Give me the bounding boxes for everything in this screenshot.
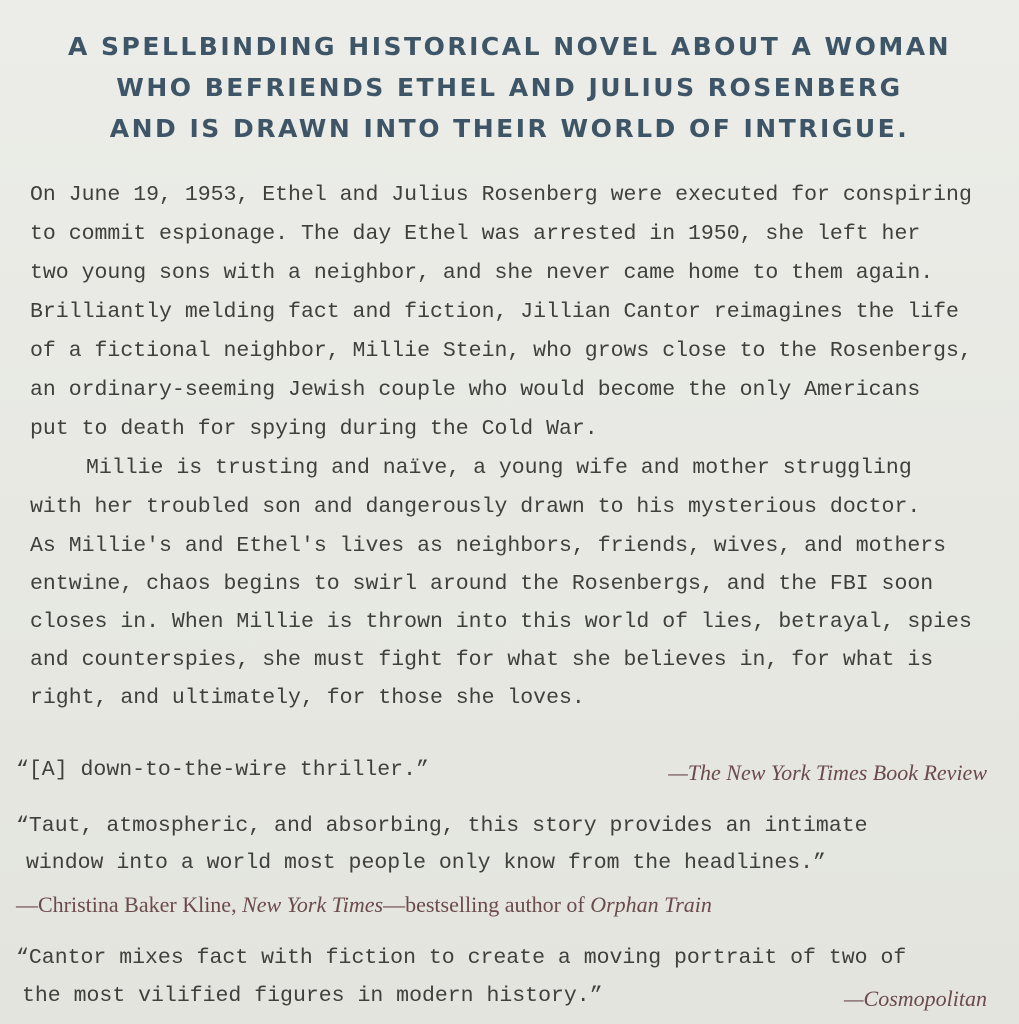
quote1-text: “[A] down-to-the-wire thriller.” (16, 758, 429, 782)
paragraph2-line: Millie is trusting and naïve, a young wife and mother struggling (86, 456, 912, 480)
headline-line-3: AND IS DRAWN INTO THEIR WORLD OF INTRIGUE. (109, 114, 910, 143)
quote2-line: window into a world most people only know from the headlines.” (26, 851, 826, 875)
quote2-attr-name: —Christina Baker Kline, (16, 892, 237, 917)
paragraph1-line: of a fictional neighbor, Millie Stein, who grows close to the Rosenbergs, (30, 339, 972, 363)
paragraph2-line: closes in. When Millie is thrown into this world of lies, betrayal, spies (30, 610, 972, 634)
headline-line-2: WHO BEFRIENDS ETHEL AND JULIUS ROSENBERG (116, 73, 903, 102)
paragraph2-line: and counterspies, she must fight for what she believes in, for what is (30, 648, 934, 672)
paragraph1-line: two young sons with a neighbor, and she never came home to them again. (30, 261, 934, 285)
paragraph1-line: On June 19, 1953, Ethel and Julius Rosenberg were executed for conspiring (30, 183, 972, 207)
quote2-attr-publication: New York Times (242, 892, 384, 917)
paragraph1-line: put to death for spying during the Cold War. (30, 417, 598, 441)
quote3-line: the most vilified figures in modern history.” (22, 984, 603, 1008)
quote2-line: “Taut, atmospheric, and absorbing, this story provides an intimate (16, 814, 868, 838)
headline-line-1: A SPELLBINDING HISTORICAL NOVEL ABOUT A WOMAN (67, 32, 952, 61)
quote1-attribution: —The New York Times Book Review (668, 760, 987, 785)
paragraph2-line: right, and ultimately, for those she loves. (30, 686, 585, 710)
quote3-attribution: —Cosmopolitan (843, 986, 987, 1011)
quote2-attr-book: Orphan Train (590, 892, 712, 917)
paragraph1-line: to commit espionage. The day Ethel was arrested in 1950, she left her (30, 222, 921, 246)
paragraph2-line: with her troubled son and dangerously drawn to his mysterious doctor. (30, 495, 921, 519)
quote3-line: “Cantor mixes fact with fiction to create a moving portrait of two of (16, 946, 907, 970)
paragraph2-line: entwine, chaos begins to swirl around the Rosenbergs, and the FBI soon (30, 572, 934, 596)
paragraph1-line: an ordinary-seeming Jewish couple who would become the only Americans (30, 378, 921, 402)
paragraph2-line: As Millie's and Ethel's lives as neighbors, friends, wives, and mothers (30, 534, 947, 558)
paragraph1-line: Brilliantly melding fact and fiction, Jillian Cantor reimagines the life (30, 300, 959, 324)
headline (0, 26, 1019, 149)
quote2-attribution (16, 892, 712, 918)
quote2-attr-mid: —bestselling author of (383, 892, 585, 917)
